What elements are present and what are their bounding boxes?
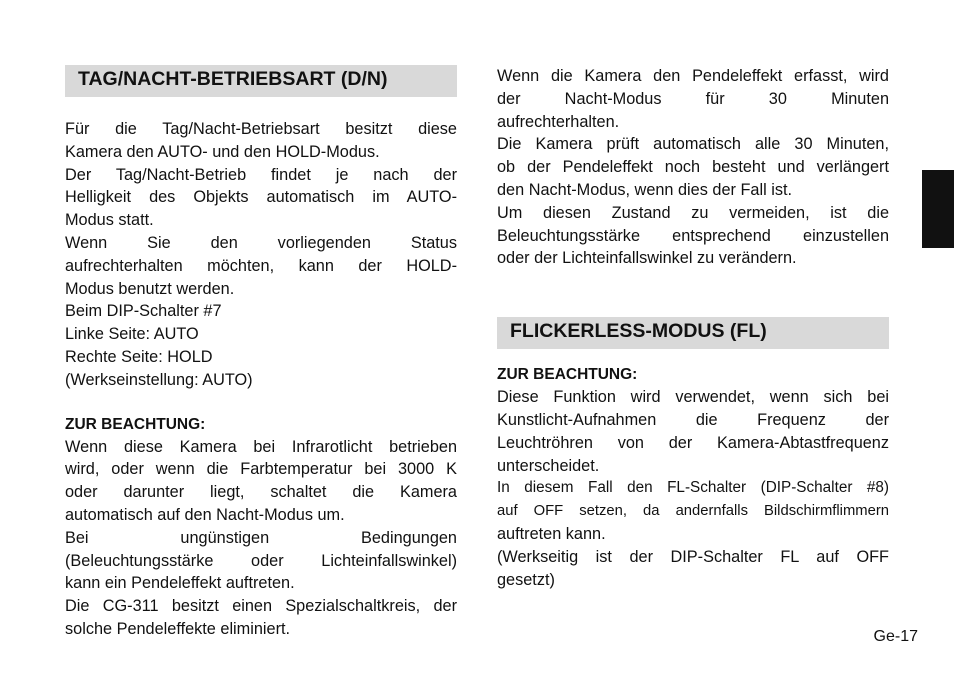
text-line: ob der Pendeleffekt noch besteht und verlängert <box>497 158 889 177</box>
text-line: (Werkseitig ist der DIP-Schalter FL auf OFF <box>497 547 889 566</box>
text-line: Kamera den AUTO- und den HOLD-Modus. <box>65 142 380 161</box>
section-heading-flickerless: FLICKERLESS-MODUS (FL) <box>497 317 889 349</box>
text-line: (Werkseinstellung: AUTO) <box>65 370 253 389</box>
text-line: Rechte Seite: HOLD <box>65 347 213 366</box>
text-line: Bei ungünstigen Bedingungen <box>65 528 457 547</box>
note-title: ZUR BEACHTUNG: <box>497 366 638 384</box>
text-line: Wenn diese Kamera bei Infrarotlicht betrieben <box>65 437 457 456</box>
text-line: Die CG-311 besitzt einen Spezialschaltkreis, der <box>65 597 457 616</box>
note-paragraph <box>65 436 457 641</box>
note-title: ZUR BEACHTUNG: <box>65 415 206 433</box>
text-line: Modus benutzt werden. <box>65 279 235 298</box>
text-line: Diese Funktion wird verwendet, wenn sich bei <box>497 388 889 407</box>
page-number: Ge-17 <box>873 628 918 645</box>
text-line: unterscheidet. <box>497 456 600 475</box>
section-heading-day-night: TAG/NACHT-BETRIEBSART (D/N) <box>65 65 457 97</box>
flickerless-paragraph <box>497 386 889 591</box>
text-line: Modus statt. <box>65 211 154 230</box>
text-line: Um diesen Zustand zu vermeiden, ist die <box>497 203 889 222</box>
text-line: Kunstlicht-Aufnahmen die Frequenz der <box>497 410 889 429</box>
day-night-paragraph <box>65 118 457 392</box>
text-line: Für die Tag/Nacht-Betriebsart besitzt diese <box>65 120 457 138</box>
text-line: auftreten kann. <box>497 524 606 543</box>
text-line: automatisch auf den Nacht-Modus um. <box>65 505 345 524</box>
text-line: Die Kamera prüft automatisch alle 30 Minuten, <box>497 135 889 154</box>
text-line: Wenn Sie den vorliegenden Status <box>65 233 457 252</box>
text-line: Leuchtröhren von der Kamera-Abtastfrequenz <box>497 433 889 452</box>
right-column <box>497 65 889 591</box>
text-line: oder der Lichteinfallswinkel zu verändern. <box>497 249 797 268</box>
left-column <box>65 65 457 641</box>
text-line: gesetzt) <box>497 570 555 589</box>
text-line: Beleuchtungsstärke entsprechend einzustellen <box>497 226 889 245</box>
text-line: kann ein Pendeleffekt auftreten. <box>65 574 295 593</box>
text-line: Der Tag/Nacht-Betrieb findet je nach der <box>65 165 457 184</box>
text-line: aufrechterhalten. <box>497 112 620 131</box>
text-line: der Nacht-Modus für 30 Minuten <box>497 89 889 108</box>
text-line: oder darunter liegt, schaltet die Kamera <box>65 483 457 502</box>
chapter-tab-marker <box>922 170 954 248</box>
text-line: solche Pendeleffekte eliminiert. <box>65 619 291 638</box>
text-line: Helligkeit des Objekts automatisch im AUTO- <box>65 188 457 207</box>
text-line: den Nacht-Modus, wenn dies der Fall ist. <box>497 180 793 199</box>
text-line: wird, oder wenn die Farbtemperatur bei 3000 K <box>65 460 457 479</box>
pendulum-paragraph <box>497 65 889 270</box>
text-line: Beim DIP-Schalter #7 <box>65 302 222 321</box>
text-line: Wenn die Kamera den Pendeleffekt erfasst, wird <box>497 67 889 85</box>
text-line: Linke Seite: AUTO <box>65 325 199 344</box>
text-line: aufrechterhalten möchten, kann der HOLD- <box>65 256 457 275</box>
text-line: auf OFF setzen, da andernfalls Bildschirmflimmern <box>497 503 889 520</box>
text-line: (Beleuchtungsstärke oder Lichteinfallswinkel) <box>65 551 457 570</box>
text-line: In diesem Fall den FL-Schalter (DIP-Schalter #8) <box>497 479 889 497</box>
